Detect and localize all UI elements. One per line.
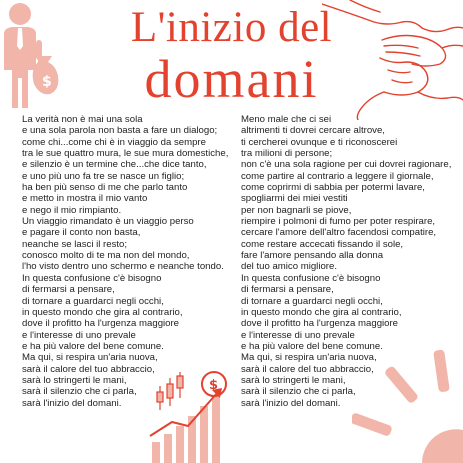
poem-line: sarà il calore del tuo abbraccio, [241, 363, 374, 375]
poem-line: Un viaggio rimandato è un viaggio perso [22, 216, 194, 228]
poem-line: e una sola parola non basta a fare un dialogo; [22, 125, 218, 137]
poem-line: come chi...come chi è in viaggio da sempre [22, 136, 206, 148]
poem-line: tra milioni di persone; [241, 148, 333, 160]
svg-text:$: $ [42, 74, 52, 90]
poem-line: sarà l'inizio del domani. [22, 397, 122, 409]
poem-line: e l'interesse di uno prevale [22, 329, 136, 341]
poem-line: tra le sue quattro mura, le sue mura domestiche, [22, 148, 229, 160]
poem-line: e metto in mostra il mio vanto [22, 193, 148, 205]
poem-line: come coprirmi di sabbia per potermi lavare, [241, 182, 425, 194]
poem-line: riempire i polmoni di fumo per poter respirare, [241, 216, 436, 228]
poem-line: per non bagnarli se piove, [241, 204, 352, 216]
poem-line: e silenzio è un termine che...che dice tanto, [22, 159, 207, 171]
poem-line: sarà il calore del tuo abbraccio, [22, 363, 155, 375]
poem-line: sarà lo stringerti le mani, [241, 374, 346, 386]
poem-line: di fermarsi a pensare, [22, 284, 115, 296]
poem-line: e nego il mio rimpianto. [22, 204, 122, 216]
poem-line: in questo mondo che gira al contrario, [22, 306, 183, 318]
poem-line: Ma qui, si respira un'aria nuova, [241, 352, 377, 364]
page-title: L'inizio del [130, 4, 333, 51]
poem-line: sarà il silenzio che ci parla, [241, 386, 356, 398]
poem-line: di tornare a guardarci negli occhi, [22, 295, 164, 307]
poem-line: e l'interesse di uno prevale [241, 329, 355, 341]
poem-line: e uno più uno fa tre se nasce un figlio; [22, 170, 185, 182]
poem-line: di tornare a guardarci negli occhi, [241, 295, 383, 307]
poem-line: sarà l'inizio del domani. [241, 397, 341, 409]
page-title-emphasis: domani [144, 49, 319, 109]
poem-line: sarà lo stringerti le mani, [22, 374, 127, 386]
poem-line: La verità non è mai una sola [22, 114, 143, 125]
poem-line: e ha più valore del bene comune. [241, 340, 383, 352]
poem-line: e pagare il conto non basta, [22, 227, 141, 239]
poem-line: neanche se lasci il resto; [22, 238, 128, 250]
poem-line: In questa confusione c'è bisogno [22, 272, 162, 284]
poem-line: altrimenti ti dovrei cercare altrove, [241, 125, 385, 137]
poem-line: cercare l'amore dell'altro facendosi compatire, [241, 227, 437, 239]
poem-line: ha ben più senso di me che parlo tanto [22, 182, 188, 194]
poem-line: e ha più valore del bene comune. [22, 340, 164, 352]
poem-line: in questo mondo che gira al contrario, [241, 306, 402, 318]
poem-line: di fermarsi a pensare, [241, 284, 334, 296]
poem-line: fare l'amore pensando alla donna [241, 250, 384, 262]
poem-line: Meno male che ci sei [241, 114, 332, 125]
poem-line: l'ho visto dentro uno schermo e neanche tondo. [22, 261, 224, 273]
poem-line: spogliarmi dei miei vestiti [241, 193, 348, 205]
poem-line: del tuo amico migliore. [241, 261, 337, 273]
poem-column-left [22, 114, 242, 409]
svg-text:$: $ [209, 378, 219, 393]
poem-line: conosco molto di te ma non del mondo, [22, 250, 190, 262]
poem-line: dove il profitto ha l'urgenza maggiore [241, 318, 399, 330]
poem-line: dove il profitto ha l'urgenza maggiore [22, 318, 180, 330]
poem-line: non c'è una sola ragione per cui dovrei ragionare, [241, 159, 452, 171]
poem-column-right [241, 114, 463, 409]
poem-line: come restare accecati fissando il sole, [241, 238, 404, 250]
poem-line: come partire al contrario a leggere il giornale, [241, 170, 434, 182]
poem-line: sarà il silenzio che ci parla, [22, 386, 137, 398]
poem-line: Ma qui, si respira un'aria nuova, [22, 352, 158, 364]
poem-line: ti cercherei ovunque e ti riconoscerei [241, 136, 398, 148]
poem-line: In questa confusione c'è bisogno [241, 272, 381, 284]
